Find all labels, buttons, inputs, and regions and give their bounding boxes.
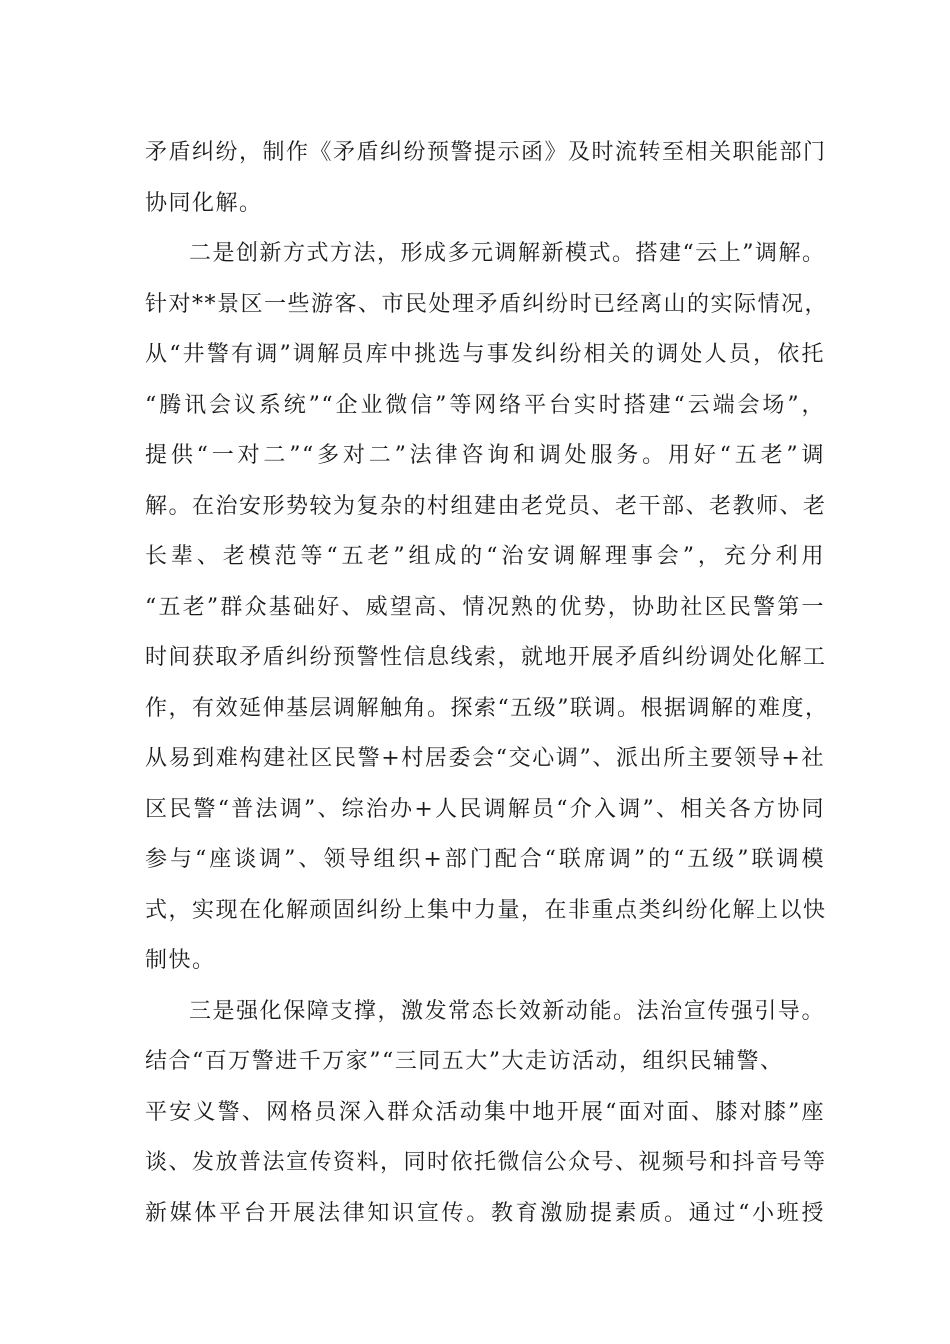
text-line: 制快。 — [145, 948, 216, 973]
text-line: 结合“百万警进千万家”“三同五大”大走访活动，组织民辅警、 — [145, 1049, 784, 1074]
text-line: 区民警“普法调”、综治办+人民调解员“介入调”、相关各方协同 — [145, 796, 825, 822]
text-line: 矛盾纠纷，制作《矛盾纠纷预警提示函》及时流转至相关职能部门 — [145, 140, 827, 165]
text-line: 时间获取矛盾纠纷预警性信息线索，就地开展矛盾纠纷调处化解工 — [145, 645, 827, 670]
text-line: 从“井警有调”调解员库中挑选与事发纠纷相关的调处人员，依托 — [145, 342, 825, 367]
text-line: 式，实现在化解顽固纠纷上集中力量，在非重点类纠纷化解上以快 — [145, 897, 827, 923]
text-line: 二是创新方式方法，形成多元调解新模式。搭建“云上”调解。 — [189, 241, 826, 266]
text-line: 协同化解。 — [145, 190, 263, 216]
text-line: 针对**景区一些游客、市民处理矛盾纠纷时已经离山的实际情况， — [145, 291, 829, 317]
text-line: “腾讯会议系统”“企业微信”等网络平台实时搭建“云端会场”， — [145, 392, 825, 418]
text-line: 谈、发放普法宣传资料，同时依托微信公众号、视频号和抖音号等 — [145, 1150, 827, 1175]
paragraph-2 — [145, 229, 829, 987]
text-line: 从易到难构建社区民警+村居委会“交心调”、派出所主要领导+社 — [145, 746, 825, 771]
text-line: 参与“座谈调”、领导组织+部门配合“联席调”的“五级”联调模 — [145, 847, 825, 872]
text-line: 解。在治安形势较为复杂的村组建由老党员、老干部、老教师、老 — [145, 493, 827, 519]
paragraph-3 — [145, 987, 825, 1240]
text-line: 作，有效延伸基层调解触角。探索“五级”联调。根据调解的难度， — [145, 695, 829, 721]
document-body — [145, 128, 829, 1239]
text-line: 提供“一对二”“多对二”法律咨询和调处服务。用好“五老”调 — [145, 443, 825, 468]
text-line: 平安义警、网格员深入群众活动集中地开展“面对面、膝对膝”座 — [145, 1099, 825, 1125]
text-line: 三是强化保障支撑，激发常态长效新动能。法治宣传强引导。 — [189, 998, 825, 1024]
text-line: 新媒体平台开展法律知识宣传。教育激励提素质。通过“小班授 — [145, 1200, 825, 1226]
text-line: “五老”群众基础好、威望高、情况熟的优势，协助社区民警第一 — [145, 594, 825, 620]
text-line: 长辈、老模范等“五老”组成的“治安调解理事会”，充分利用 — [145, 544, 825, 569]
paragraph-1 — [145, 128, 825, 229]
